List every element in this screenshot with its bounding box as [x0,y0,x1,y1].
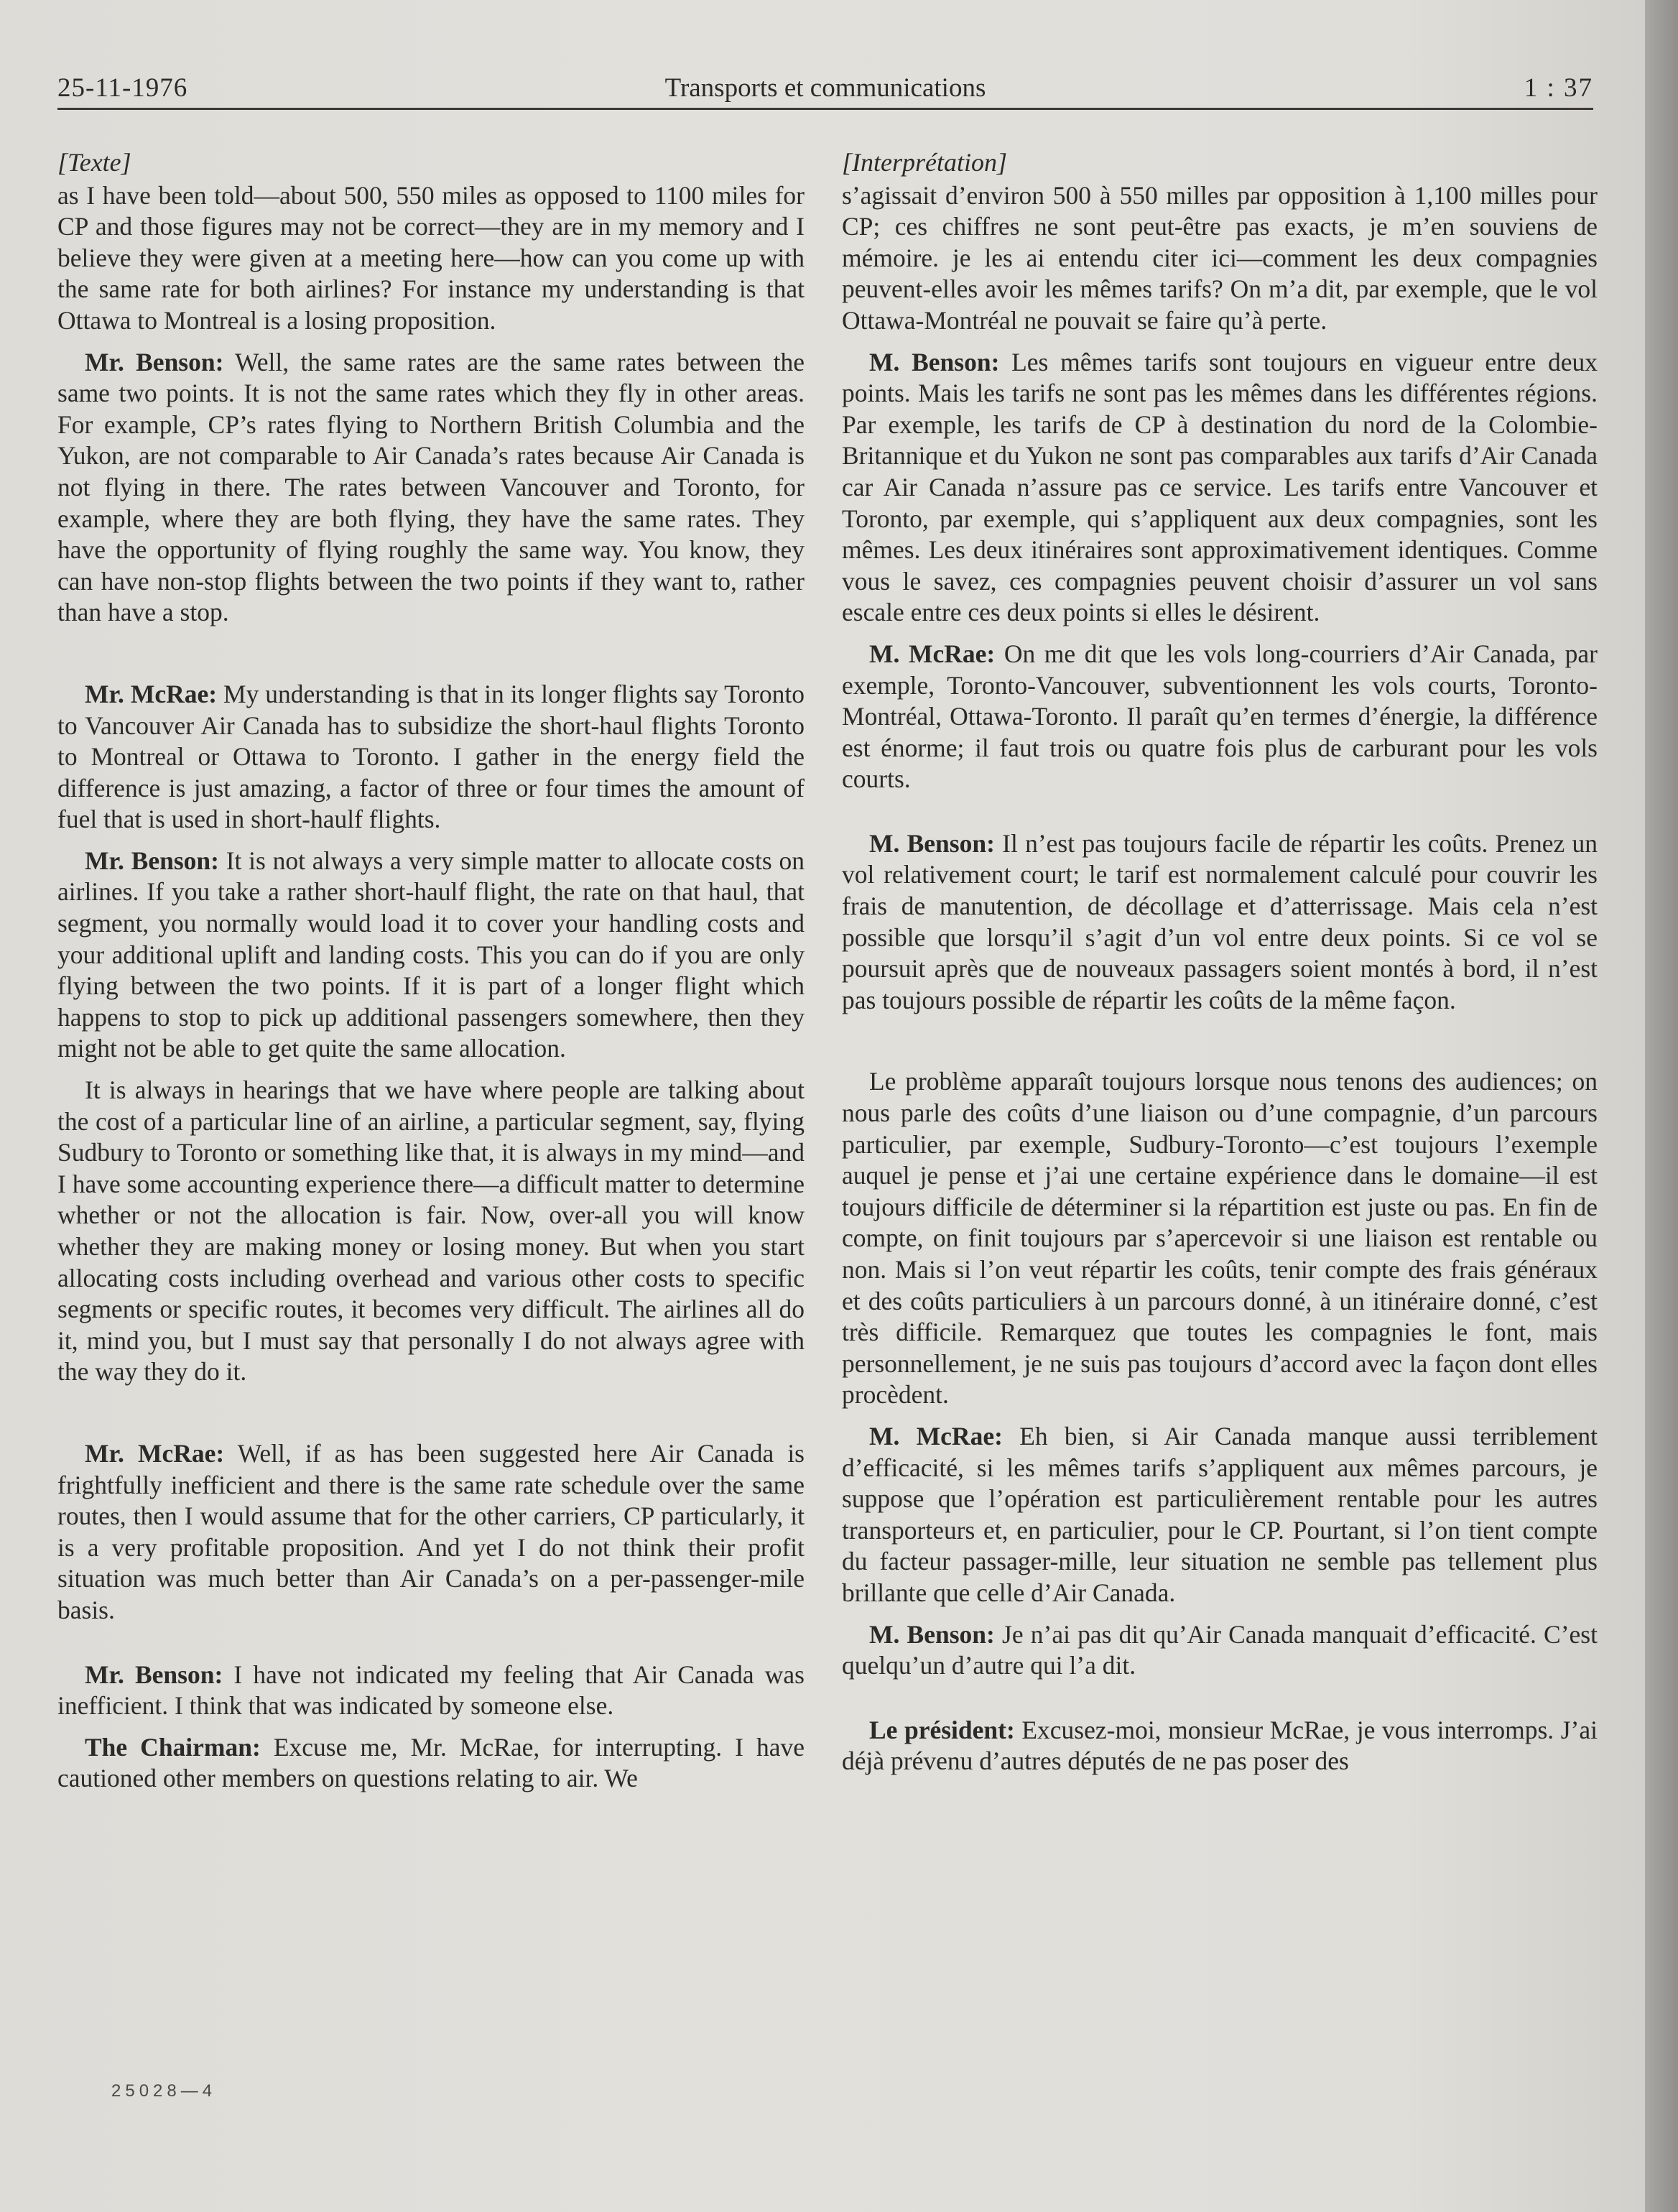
paragraph [842,347,1598,629]
speaker-name: M. McRae: [869,639,996,668]
paragraph-text: Je n’ai pas dit qu’Air Canada manquait d’efficacité. C’est quelqu’un d’autre qui l’a dit. [842,1619,1598,1680]
binding-edge [1645,0,1678,2212]
english-column [57,147,805,1795]
header-date: 25-11-1976 [57,73,188,103]
speaker-name: The Chairman: [85,1732,261,1762]
header-title: Transports et communications [664,73,986,103]
paragraph-text: On me dit que les vols long-courriers d’Air Canada, par exemple, Toronto-Vancouver, subventionnent les vols courts, Toronto-Montréal, Ottawa-Toronto. Il paraît qu’en termes d’énergie, la différence est énorme; il faut trois ou quatre fois plus de carburant pour les vols courts. [842,639,1598,794]
speaker-name: M. McRae: [869,1421,1003,1450]
french-column [842,147,1598,1777]
paragraph-text: I have not indicated my feeling that Air Canada was inefficient. I think that was indicated by someone else. [57,1660,805,1721]
paragraph-text: It is always in hearings that we have where people are talking about the cost of a particular line of an airline, a particular segment, say, flying Sudbury to Toronto or something like that, it is always in my mind—and I have some accounting experience there—a difficult matter to determine whether or not the allocation is fair. Now, over-all you will know whether they are making money or losing money. But when you start allocating costs including overhead and various other costs to specific segments or specific routes, it becomes very difficult. The airlines all do it, mind you, but I must say that personally I do not always agree with the way they do it. [57,1075,805,1387]
paragraph-text: s’agissait d’environ 500 à 550 milles par opposition à 1,100 milles pour CP; ces chiffres ne sont peut-être pas exacts, je m’en souviens de mémoire. je les ai entendu citer ici—comment les deux compagnies peuvent-elles avoir les mêmes tarifs? On m’a dit, par exemple, que le vol Ottawa-Montréal ne pouvait se faire qu’à perte. [842,180,1598,335]
paragraph [57,1732,805,1795]
speaker-name: Mr. McRae: [85,1438,225,1468]
paragraph [842,1066,1598,1411]
paragraph [57,846,805,1065]
speaker-name: Mr. Benson: [85,846,219,875]
paragraph-text: Well, if as has been suggested here Air Canada is frightfully inefficient and there is the same rate schedule over the same routes, then I would assume that for the other carriers, CP particularly, it is a very profitable proposition. And yet I do not think their profit situation was much better than Air Canada’s on a per-passenger-mile basis. [57,1438,805,1624]
paragraph [57,1438,805,1626]
print-code: 25028—4 [111,2081,217,2101]
column-label-interpretation: [Interprétation] [842,148,1007,177]
paragraph [842,1619,1598,1682]
paragraph-text: My understanding is that in its longer flights say Toronto to Vancouver Air Canada has to subsidize the short-haul flights Toronto to Montreal or Ottawa to Toronto. I gather in the energy field the difference is just amazing, a factor of three or four times the amount of fuel that is used in short-haulf flights. [57,679,805,834]
paragraph-text: Le problème apparaît toujours lorsque nous tenons des audiences; on nous parle des coûts d’une liaison ou d’une compagnie, d’un parcours particulier, par exemple, Sudbury-Toronto—c’est toujours l’exemple auquel je pense et j’ai une certaine expérience dans le domaine—il est toujours difficile de déterminer si la répartition est juste ou pas. En fin de compte, on finit toujours par s’apercevoir si une liaison est rentable ou non. Mais si l’on veut répartir les coûts, tenir compte des frais généraux et des coûts particuliers à un parcours donné, à un itinéraire donné, c’est très difficile. Remarquez que toutes les compagnies le font, mais personnellement, je ne suis pas toujours d’accord avec la façon dont elles procèdent. [842,1067,1598,1410]
paragraph-text: as I have been told—about 500, 550 miles as opposed to 1100 miles for CP and those figures may not be correct—they are in my memory and I believe they were given at a meeting here—how can you come up with the same rate for both airlines? For instance my understanding is that Ottawa to Montreal is a losing proposition. [57,180,805,335]
paragraph-text: It is not always a very simple matter to allocate costs on airlines. If you take a rather short-haulf flight, the rate on that haul, that segment, you normally would load it to cover your handling costs and your additional uplift and landing costs. This you can do if you are only flying between the two points. If it is part of a longer flight which happens to stop to pick up additional passengers somewhere, then they might not be able to get quite the same allocation. [57,846,805,1063]
speaker-name: Mr. Benson: [85,1660,223,1689]
paragraph [57,1075,805,1388]
header-page-number: 1 : 37 [1524,73,1593,103]
speaker-name: Mr. Benson: [85,347,224,376]
paragraph-text: Il n’est pas toujours facile de répartir les coûts. Prenez un vol relativement court; le tarif est normalement calculé pour couvrir les frais de manutention, de décollage et d’atterrissage. Mais cela n’est possible que lorsqu’il s’agit d’un vol entre deux points. Si ce vol se poursuit après que de nouveaux passagers soient montés à bord, il n’est pas toujours possible de répartir les coûts de la même façon. [842,828,1598,1014]
speaker-name: M. Benson: [869,347,1000,376]
paragraph [57,1660,805,1722]
paragraph-text: Les mêmes tarifs sont toujours en vigueur entre deux points. Mais les tarifs ne sont pas les mêmes dans les différentes régions. Par exemple, les tarifs de CP à destination du nord de la Colombie-Britannique et du Yukon ne sont pas comparables aux tarifs d’Air Canada car Air Canada n’assure pas ce service. Les tarifs entre Vancouver et Toronto, par exemple, qui s’appliquent aux deux compagnies, sont les mêmes. Les deux itinéraires sont approximativement identiques. Comme vous le savez, ces compagnies peuvent choisir d’assurer un vol sans escale entre ces deux points si elles le désirent. [842,347,1598,627]
paragraph [842,1715,1598,1777]
paragraph [57,180,805,337]
speaker-name: M. Benson: [869,1619,995,1649]
speaker-name: M. Benson: [869,828,995,858]
speaker-name: Le président: [869,1715,1015,1744]
paragraph-text: Well, the same rates are the same rates between the same two points. It is not the same rates which they fly in other areas. For example, CP’s rates flying to Northern British Columbia and the Yukon, are not comparable to Air Canada’s rates because Air Canada is not flying in there. The rates between Vancouver and Toronto, for example, where they are both flying, they have the same rates. They have the opportunity of flying roughly the same way. You know, they can have non-stop flights between the two points if they want to, rather than have a stop. [57,347,805,627]
paragraph [842,639,1598,795]
paragraph [57,347,805,629]
paragraph [57,679,805,836]
speaker-name: Mr. McRae: [85,679,218,708]
paragraph [842,828,1598,1017]
paragraph-text: Excusez-moi, monsieur McRae, je vous interromps. J’ai déjà prévenu d’autres députés de ne pas poser des [842,1715,1598,1776]
column-label-text: [Texte] [57,148,131,177]
page-header [57,66,1593,110]
paragraph-text: Excuse me, Mr. McRae, for interrupting. I have cautioned other members on questions relating to air. We [57,1732,805,1793]
paragraph-text: Eh bien, si Air Canada manque aussi terriblement d’efficacité, si les mêmes tarifs s’appliquent aux mêmes parcours, je suppose que l’opération est particulièrement rentable pour les autres transporteurs et, en particulier, pour le CP. Pourtant, si l’on tient compte du facteur passager-mille, leur situation ne semble pas tellement plus brillante que celle d’Air Canada. [842,1421,1598,1607]
paragraph [842,1421,1598,1609]
paragraph [842,180,1598,337]
